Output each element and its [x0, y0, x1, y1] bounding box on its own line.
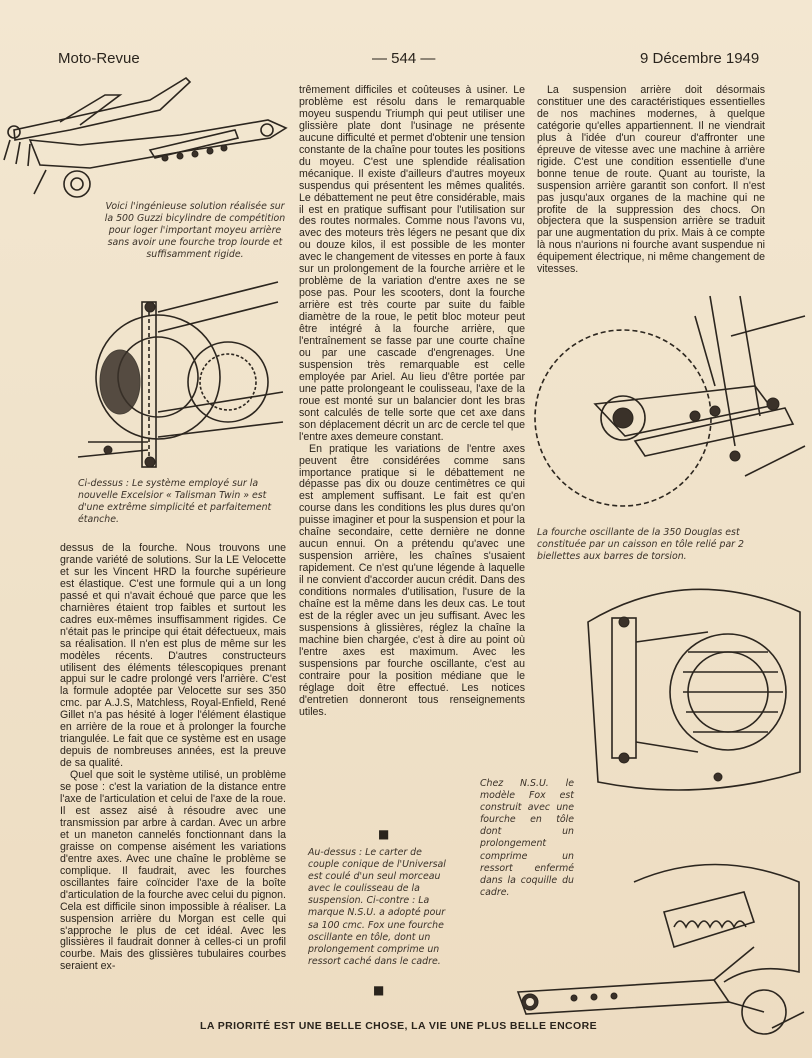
magazine-title: Moto-Revue [58, 50, 140, 67]
column-2 [299, 85, 525, 777]
col3-paragraph-1: La suspension arrière doit désormais constituer une des caractéristiques essentielles de nos machines modernes, à quelque catégorie qu'elles appartiennent. Il ne viendrait plus à l'idée d'un coureur d'affronter une épreuve de vitesse avec une machine à arrière rigide. C'est une condition essentielle d'une bonne tenue de route. Quant au touriste, la suspension arrière garantit son confort. Il n'est pas jusqu'aux organes de la machine qui ne profite de la suppression des chocs. On objectera que la suspension arrière se traduit par une augmentation du prix. Mais à ce compte là nous n'aurions ni fourche avant suspendue ni équipement électrique, ni même changement de vitesses. [537, 85, 765, 276]
column-3 [537, 85, 765, 297]
footer-slogan: LA PRIORITÉ EST UNE BELLE CHOSE, LA VIE UNE PLUS BELLE ENCORE [200, 1020, 597, 1032]
universal-caption: Au-dessus : Le carter de couple conique de l'Universal est coulé d'un seul morceau avec le coulisseau de la suspension. Ci-contre : La marque N.S.U. a adopté pour sa 100 cmc. Fox une fourche oscillante en tôle, dont un prolongement comprime un ressort caché dans le cadre. [308, 847, 446, 967]
douglas-caption: La fourche oscillante de la 350 Douglas est constituée par un caisson en tôle relié par 2 biellettes aux barres de torsion. [537, 527, 744, 563]
square-marker-bottom: ■ [373, 983, 385, 997]
excelsior-suspension-illustration [78, 272, 290, 472]
nsu-caption: Chez N.S.U. le modèle Fox est construit avec une fourche en tôle dont un prolongement comprime un ressort enfermé dans la coquille du cadre. [480, 778, 574, 898]
guzzi-swingarm-illustration [0, 70, 300, 200]
col2-paragraph-1: trêmement difficiles et coûteuses à usiner. Le problème est résolu dans le remarquable moyeu suspendu Triumph qui peut utiliser une glissière plate dont l'usinage ne présente aucune difficulté et permet d'obtenir une tension constante de la chaîne pour toutes les positions du moyeu. C'est une splendide réalisation mécanique. Il existe d'ailleurs d'autres moyeux suspendus qui présentent les mêmes qualités. Le débattement ne peut être considérable, mais il est en pratique suffisant pour l'utilisation sur des routes normales. Comme nous l'avons vu, avec des moteurs très légers ne pesant que dix ou douze kilos, il est possible de les monter avec le changement de vitesses en porte à faux sur un prolongement de la fourche arrière et le problème de la variation d'entre axes ne se pose pas. Pour les scooters, dont la fourche arrière est très courte par suite du faible diamètre de la roue, le petit bloc moteur peut être intégré à la fourche arrière, que l'entraînement se fasse par une courte chaîne ou par une cascade d'engrenages. Une suspension très remarquable est celle employée par Ariel. Au lieu d'être portée par une patte prolongeant le coulisseau, l'axe de la roue est monté sur un balancier dont les bras sont calculés de telle sorte que cet axe dans son déplacement décrit un arc de cercle tel que l'entre axes demeure constant. [299, 85, 525, 443]
col2-paragraph-2: En pratique les variations de l'entre axes peuvent être considérées comme sans importance pratique si le débattement ne dépasse pas dix ou douze centimètres ce qui est amplement suffisant. Le fait est qu'en course dans les conditions les plus dures qu'on puisse imaginer et pour la suspension et pour la chaîne secondaire, cette dernière ne donne aucun ennui. On a prétendu qu'avec une suspension arrière, les chaînes s'usaient rapidement. Ce n'est qu'une légende à laquelle il ne convient d'accorder aucun crédit. Dans des conditions normales d'utilisation, l'usure de la chaîne est la même dans les deux cas. Le tout est de la régler avec un jeu suffisant. Avec les suspensions à glissières, réglez la chaîne la machine bien chargée, c'est à dire au point où l'entre axes est maximum. Avec les suspensions par fourche oscillante, c'est au contraire pour la position médiane que le réglage doit être effectué. Les notices d'entretien donneront tous renseignements utiles. [299, 442, 525, 718]
guzzi-caption: Voici l'ingénieuse solution réalisée sur la 500 Guzzi bicylindre de compétition pour loger l'important moyeu arrière sans avoir une fourche trop lourde et suffisamment rigide. [104, 201, 286, 261]
douglas-fork-illustration [535, 296, 805, 521]
col1-paragraph-2: Quel que soit le système utilisé, un problème se pose : c'est la variation de la distance entre l'axe de l'articulation et celui de l'axe de la roue. Il est assez aisé à résoudre avec une transmission par arbre à cardan. Avec un arbre et un maneton cannelés fonctionnant dans la graisse on compense aisément les variations d'entre axes. Avec une chaîne le problème se complique. Il faudrait, avec les fourches oscillantes faire coïncider l'axe de la boîte d'articulation de la fourche avec celui du pignon. Cela est difficile sinon impossible à réaliser. La suspension arrière du Morgan est celle qui s'approche le plus de cet idéal. Avec les glissières il faudrait donner à celles-ci un profil courbe. Mais des glissières tubulaires courbes seraient ex- [60, 769, 286, 973]
column-1 [60, 543, 286, 1008]
nsu-engine-illustration [578, 582, 806, 794]
col1-paragraph-1: dessus de la fourche. Nous trouvons une grande variété de solutions. Sur la LE Velocette et sur les Vincent HRD la fourche supérieure est élastique. C'est une formule qui a un long passé et qui n'avait échoué que parce que les charnières étaient trop faibles et surtout les cadres eux-mêmes insuffisamment rigides. Ce n'était pas le principe qui était défectueux, mais sa réalisation. Il n'en est plus de même sur les modèles récents. D'autres constructeurs utilisent des éléments télescopiques prenant appui sur le cadre prolongé vers l'arrière. C'est la formule adoptée par Velocette sur ses 350 cmc. par A.J.S, Matchless, Royal-Enfield, René Gillet n'a pas hésité à loger l'élément élastique en arrière de la roue et à prolonger la fourche triangulée. Le fait que ce système est en usage depuis de nombreuses années, est la preuve de sa qualité. [60, 543, 286, 770]
issue-date: 9 Décembre 1949 [640, 50, 760, 67]
page-number: — 544 — [372, 50, 436, 67]
nsu-fox-fork-illustration [514, 852, 806, 1038]
square-marker-top: ■ [378, 827, 390, 841]
excelsior-caption: Ci-dessus : Le système employé sur la nouvelle Excelsior « Talisman Twin » est d'une extrême simplicité et parfaitement étanche. [78, 478, 272, 526]
